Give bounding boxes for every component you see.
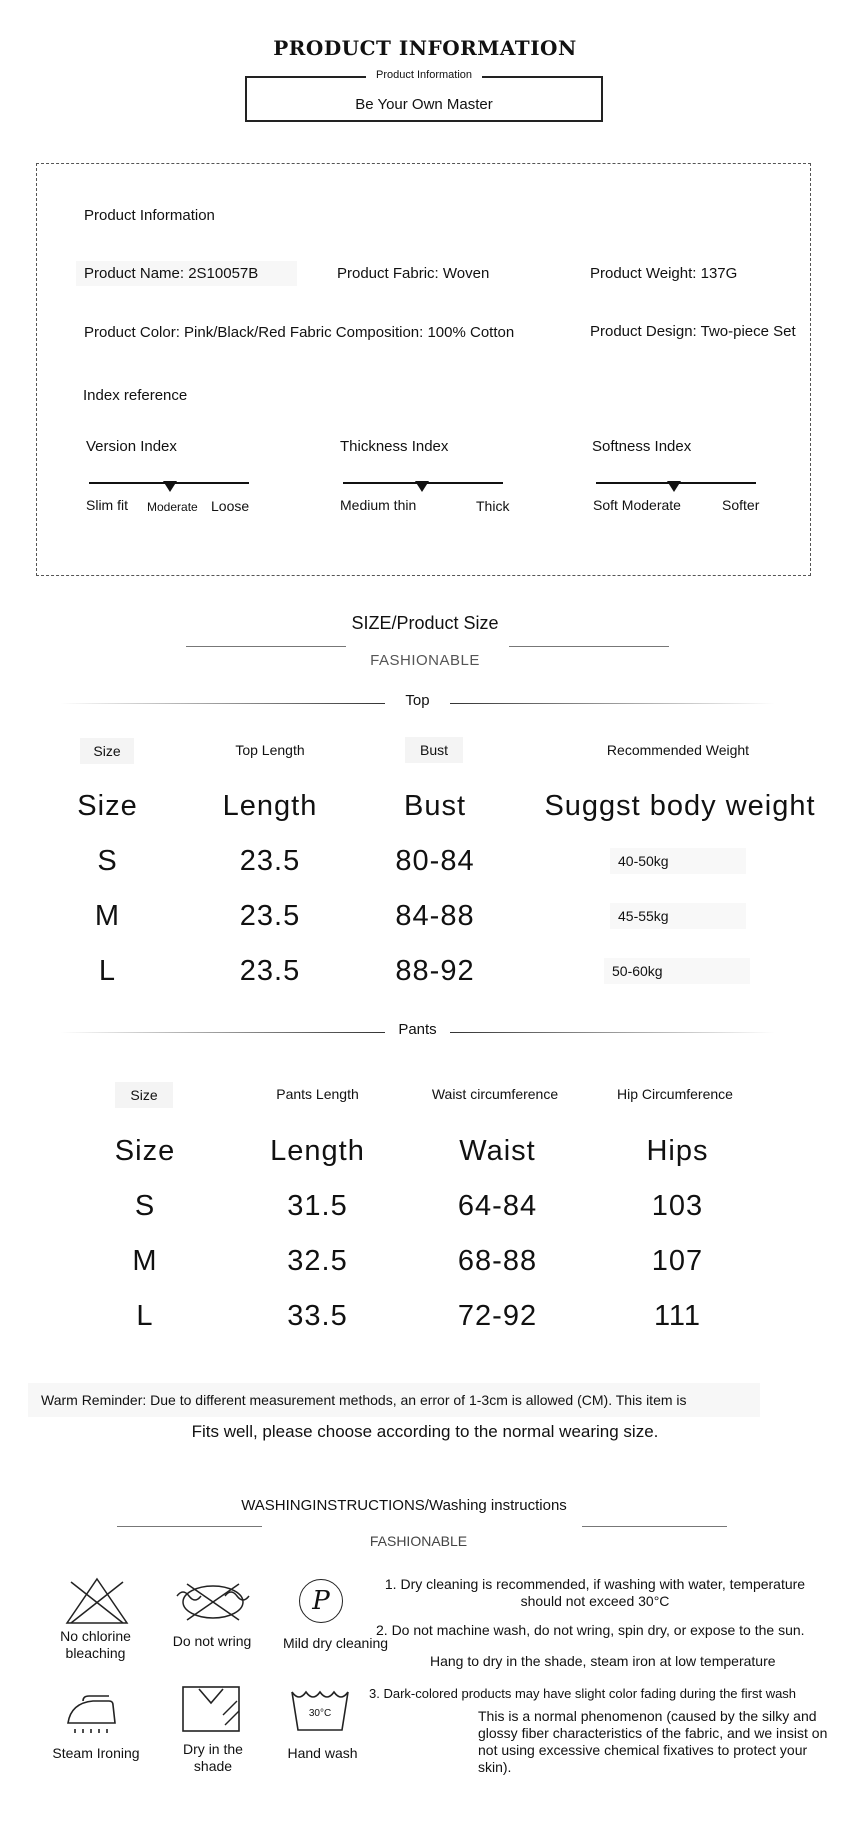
top-row-m-weight: 45-55kg: [610, 903, 746, 929]
instruction-2: 2. Do not machine wash, do not wring, spin dry, or expose to the sun.: [376, 1622, 805, 1638]
pants-rule-left: [60, 1032, 385, 1033]
softness-index-title: Softness Index: [592, 438, 692, 455]
top-header-length: Top Length: [235, 742, 305, 758]
pants-row-m-hips: 107: [651, 1245, 704, 1277]
pants-label: Pants: [398, 1021, 437, 1038]
version-index-marker: [163, 481, 177, 492]
thickness-index-title: Thickness Index: [340, 438, 449, 455]
top-rule-right: [450, 703, 775, 704]
washing-rule-right: [582, 1526, 727, 1527]
pants-big-length: Length: [270, 1135, 365, 1167]
no-chlorine-bleach-label: No chlorine bleaching: [60, 1628, 131, 1661]
pants-row-l-waist: 72-92: [457, 1300, 538, 1332]
header-box-main-label: Be Your Own Master: [355, 96, 493, 113]
instruction-1b: should not exceed 30°C: [520, 1593, 670, 1609]
no-chlorine-bleach-icon: [63, 1576, 131, 1626]
product-design: Product Design: Two-piece Set: [590, 323, 796, 340]
pants-header-hip: Hip Circumference: [617, 1086, 733, 1102]
top-row-s-size: S: [97, 845, 118, 877]
product-color-composition: Product Color: Pink/Black/Red Fabric Composition: 100% Cotton: [84, 324, 515, 341]
top-big-length: Length: [222, 790, 318, 822]
top-row-l-size: L: [98, 955, 117, 987]
header-box: [245, 69, 603, 122]
header-box-small-label: Product Information: [366, 69, 482, 81]
top-row-m-bust: 84-88: [395, 900, 475, 932]
top-row-s-length: 23.5: [239, 845, 301, 877]
top-label: Top: [405, 692, 430, 709]
pants-row-m-size: M: [132, 1245, 158, 1277]
do-not-wring-label: Do not wring: [172, 1633, 252, 1649]
version-index-mid: Moderate: [147, 500, 198, 514]
reminder-fit-line: Fits well, please choose according to the normal wearing size.: [191, 1422, 659, 1441]
size-title-rule-left: [186, 646, 346, 647]
thickness-index-right: Thick: [476, 498, 510, 514]
steam-iron-icon: [63, 1693, 125, 1735]
pants-big-waist: Waist: [459, 1135, 536, 1167]
dry-in-shade-icon: [181, 1685, 243, 1733]
hand-wash-icon: [290, 1688, 350, 1733]
pants-row-m-waist: 68-88: [457, 1245, 538, 1277]
softness-index-left: Soft Moderate: [593, 497, 681, 513]
top-header-bust: Bust: [405, 737, 463, 763]
pants-row-s-waist: 64-84: [457, 1190, 538, 1222]
instruction-3b: This is a normal phenomenon (caused by the silky and glossy fiber characteristics of the fabric, and we insist on not using excessive chemical fixatives to protect your skin).: [478, 1708, 828, 1775]
version-index-left: Slim fit: [86, 497, 128, 513]
top-row-l-bust: 88-92: [395, 955, 475, 987]
top-row-s-weight: 40-50kg: [610, 848, 746, 874]
top-row-m-length: 23.5: [239, 900, 301, 932]
pants-big-size: Size: [114, 1135, 176, 1167]
pants-big-hips: Hips: [646, 1135, 709, 1167]
pants-row-m-length: 32.5: [287, 1245, 348, 1277]
instruction-2b: Hang to dry in the shade, steam iron at low temperature: [430, 1653, 776, 1669]
dry-in-shade-label: Dry in the shade: [183, 1741, 243, 1774]
hand-wash-temp: 30°C: [308, 1708, 332, 1719]
instruction-3: 3. Dark-colored products may have slight color fading during the first wash: [369, 1686, 797, 1701]
info-section-title: Product Information: [84, 207, 215, 224]
index-reference-title: Index reference: [83, 387, 188, 404]
pants-row-s-size: S: [134, 1190, 156, 1222]
pants-header-length: Pants Length: [276, 1086, 359, 1102]
pants-row-l-size: L: [136, 1300, 154, 1332]
pants-row-l-length: 33.5: [287, 1300, 348, 1332]
size-title-rule-right: [509, 646, 669, 647]
top-row-s-bust: 80-84: [395, 845, 475, 877]
washing-subtitle: FASHIONABLE: [369, 1533, 468, 1549]
product-fabric: Product Fabric: Woven: [337, 265, 490, 282]
steam-iron-label: Steam Ironing: [52, 1745, 140, 1761]
top-big-weight: Suggst body weight: [544, 790, 816, 822]
page-title: PRODUCT INFORMATION: [273, 36, 577, 60]
top-row-l-length: 23.5: [239, 955, 301, 987]
pants-header-waist: Waist circumference: [431, 1086, 559, 1102]
top-row-l-weight: 50-60kg: [604, 958, 750, 984]
version-index-right: Loose: [211, 498, 250, 514]
hand-wash-label: Hand wash: [287, 1745, 358, 1761]
thickness-index-left: Medium thin: [340, 497, 417, 513]
washing-title: WASHINGINSTRUCTIONS/Washing instructions: [241, 1497, 567, 1514]
product-info-box: [36, 163, 811, 576]
warm-reminder: Warm Reminder: Due to different measurement methods, an error of 1-3cm is allowed (CM). This item is: [28, 1383, 760, 1417]
top-row-m-size: M: [94, 900, 121, 932]
version-index-title: Version Index: [86, 438, 177, 455]
thickness-index-marker: [415, 481, 429, 492]
softness-index-marker: [667, 481, 681, 492]
pants-row-s-hips: 103: [651, 1190, 704, 1222]
size-subtitle: FASHIONABLE: [370, 652, 480, 669]
washing-rule-left: [117, 1526, 262, 1527]
pants-header-size: Size: [115, 1082, 173, 1108]
pants-row-s-length: 31.5: [287, 1190, 348, 1222]
product-weight: Product Weight: 137G: [590, 265, 738, 282]
product-name: Product Name: 2S10057B: [76, 261, 297, 286]
do-not-wring-icon: [173, 1580, 253, 1624]
instruction-1a: 1. Dry cleaning is recommended, if washing with water, temperature: [384, 1576, 806, 1592]
mild-dry-clean-glyph: P: [312, 1586, 330, 1616]
mild-dry-clean-icon: [299, 1579, 343, 1623]
top-big-size: Size: [77, 790, 138, 822]
pants-row-l-hips: 111: [653, 1300, 702, 1332]
pants-rule-right: [450, 1032, 775, 1033]
mild-dry-clean-label: Mild dry cleaning: [282, 1635, 389, 1651]
top-rule-left: [60, 703, 385, 704]
top-big-bust: Bust: [403, 790, 467, 822]
top-header-size: Size: [80, 738, 134, 764]
top-header-weight: Recommended Weight: [606, 742, 750, 758]
size-section-title: SIZE/Product Size: [351, 613, 499, 633]
softness-index-right: Softer: [722, 497, 760, 513]
